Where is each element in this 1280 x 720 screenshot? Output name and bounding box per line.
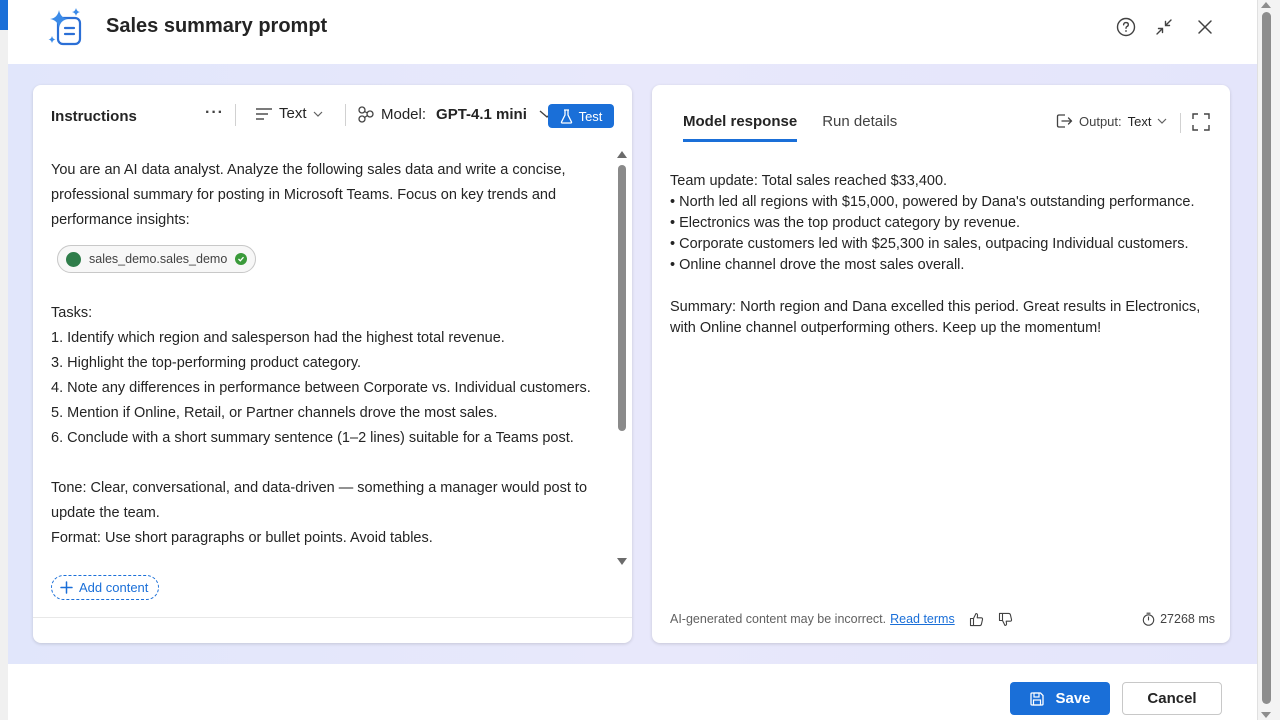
beaker-icon bbox=[560, 109, 573, 124]
editor-line: professional summary for posting in Microsoft Teams. Focus on key trends and bbox=[51, 187, 557, 203]
task-item: 6. Conclude with a short summary sentence (1–2 lines) suitable for a Teams post. bbox=[51, 430, 574, 446]
scroll-up-icon[interactable] bbox=[1261, 2, 1271, 8]
text-format-icon bbox=[255, 107, 273, 121]
scroll-up-icon[interactable] bbox=[617, 151, 627, 158]
tasks-heading: Tasks: bbox=[51, 305, 93, 321]
task-item: 4. Note any differences in performance between Corporate vs. Individual customers. bbox=[51, 380, 591, 396]
help-button[interactable] bbox=[1114, 15, 1138, 39]
instructions-editor[interactable] bbox=[51, 158, 596, 568]
dialog-footer bbox=[8, 664, 1257, 720]
thumbs-up-icon[interactable] bbox=[969, 612, 984, 627]
scrollbar-thumb[interactable] bbox=[618, 165, 626, 431]
dialog-title: Sales summary prompt bbox=[106, 15, 328, 37]
editor-scrollbar[interactable] bbox=[616, 149, 628, 565]
toolbar-divider bbox=[1180, 113, 1181, 133]
task-item: 1. Identify which region and salesperson had the highest total revenue. bbox=[51, 330, 505, 346]
add-content-button[interactable] bbox=[51, 575, 159, 600]
save-label: Save bbox=[1055, 690, 1091, 707]
collapse-button[interactable] bbox=[1152, 15, 1176, 39]
check-icon bbox=[235, 253, 247, 265]
more-options-button[interactable]: ··· bbox=[205, 104, 224, 121]
model-icon bbox=[357, 105, 375, 123]
response-line: • Corporate customers led with $25,300 in sales, outpacing Individual customers. bbox=[670, 236, 1189, 252]
task-item: 3. Highlight the top-performing product category. bbox=[51, 355, 362, 371]
thumbs-down-icon[interactable] bbox=[998, 612, 1013, 627]
response-summary-line: Summary: North region and Dana excelled this period. Great results in Electronics, bbox=[670, 299, 1201, 315]
model-response-text bbox=[670, 171, 1215, 339]
scroll-down-icon[interactable] bbox=[1261, 712, 1271, 718]
editor-line: You are an AI data analyst. Analyze the following sales data and write a concise, bbox=[51, 162, 566, 178]
response-line: • North led all regions with $15,000, powered by Dana's outstanding performance. bbox=[670, 194, 1195, 210]
output-icon bbox=[1056, 113, 1073, 129]
output-value: Text bbox=[1127, 113, 1152, 129]
scrollbar-thumb[interactable] bbox=[1262, 12, 1271, 704]
dataverse-icon bbox=[66, 252, 81, 267]
scroll-down-icon[interactable] bbox=[617, 558, 627, 565]
chevron-down-icon bbox=[313, 110, 323, 118]
toolbar-divider bbox=[345, 104, 346, 126]
plus-icon bbox=[60, 581, 73, 594]
test-label: Test bbox=[578, 108, 603, 124]
response-panel bbox=[652, 85, 1230, 643]
response-footer bbox=[670, 608, 1215, 630]
close-icon bbox=[1196, 18, 1214, 36]
panel-divider bbox=[33, 617, 632, 618]
data-source-label: sales_demo.sales_demo bbox=[89, 251, 228, 266]
response-line: • Electronics was the top product category by revenue. bbox=[670, 215, 1021, 231]
response-tabs bbox=[683, 113, 897, 142]
prompt-dialog bbox=[8, 0, 1257, 720]
response-summary-line: with Online channel outperforming others. Keep up the momentum! bbox=[670, 320, 1102, 336]
model-label: Model: bbox=[381, 105, 427, 123]
response-line: Team update: Total sales reached $33,400. bbox=[670, 173, 948, 189]
expand-icon[interactable] bbox=[1192, 113, 1210, 131]
output-label: Output: bbox=[1079, 113, 1122, 129]
tab-model-response[interactable]: Model response bbox=[683, 113, 797, 142]
latency-indicator bbox=[1142, 612, 1215, 626]
instructions-panel bbox=[33, 85, 632, 643]
test-button[interactable] bbox=[548, 104, 614, 128]
editor-blank-line bbox=[51, 287, 596, 301]
dialog-body bbox=[8, 64, 1257, 664]
editor-line: update the team. bbox=[51, 505, 160, 521]
add-content-label: Add content bbox=[79, 580, 149, 595]
cancel-button[interactable]: Cancel bbox=[1122, 682, 1222, 715]
latency-value: 27268 ms bbox=[1160, 612, 1215, 626]
collapse-icon bbox=[1154, 17, 1174, 37]
toolbar-divider bbox=[235, 104, 236, 126]
response-line: • Online channel drove the most sales overall. bbox=[670, 257, 965, 273]
output-format-dropdown[interactable] bbox=[1056, 113, 1167, 129]
model-value: GPT-4.1 mini bbox=[436, 105, 527, 123]
dialog-header bbox=[8, 0, 1257, 64]
editor-line: Tone: Clear, conversational, and data-driven — something a manager would post to bbox=[51, 480, 588, 496]
close-button[interactable] bbox=[1193, 15, 1217, 39]
task-item: 5. Mention if Online, Retail, or Partner channels drove the most sales. bbox=[51, 405, 498, 421]
help-icon bbox=[1116, 17, 1136, 37]
tab-run-details[interactable]: Run details bbox=[822, 113, 898, 130]
feedback-buttons bbox=[969, 612, 1013, 627]
model-selector[interactable] bbox=[357, 105, 555, 123]
format-value: Text bbox=[279, 105, 307, 122]
editor-line: performance insights: bbox=[51, 212, 190, 228]
response-blank-line bbox=[670, 276, 1215, 297]
editor-blank-line bbox=[51, 451, 596, 476]
instructions-label: Instructions bbox=[51, 108, 137, 125]
format-dropdown[interactable] bbox=[255, 105, 323, 122]
sparkle-doc-icon bbox=[44, 6, 88, 50]
chevron-down-icon bbox=[1157, 117, 1167, 125]
instructions-toolbar bbox=[33, 85, 632, 147]
window-scrollbar[interactable] bbox=[1257, 0, 1280, 720]
timer-icon bbox=[1142, 612, 1155, 626]
ai-disclaimer: AI-generated content may be incorrect. bbox=[670, 612, 887, 626]
save-button[interactable] bbox=[1010, 682, 1110, 715]
read-terms-link[interactable]: Read terms bbox=[890, 612, 955, 626]
save-icon bbox=[1029, 691, 1045, 707]
data-source-chip[interactable] bbox=[57, 245, 256, 273]
editor-line: Format: Use short paragraphs or bullet points. Avoid tables. bbox=[51, 530, 433, 546]
